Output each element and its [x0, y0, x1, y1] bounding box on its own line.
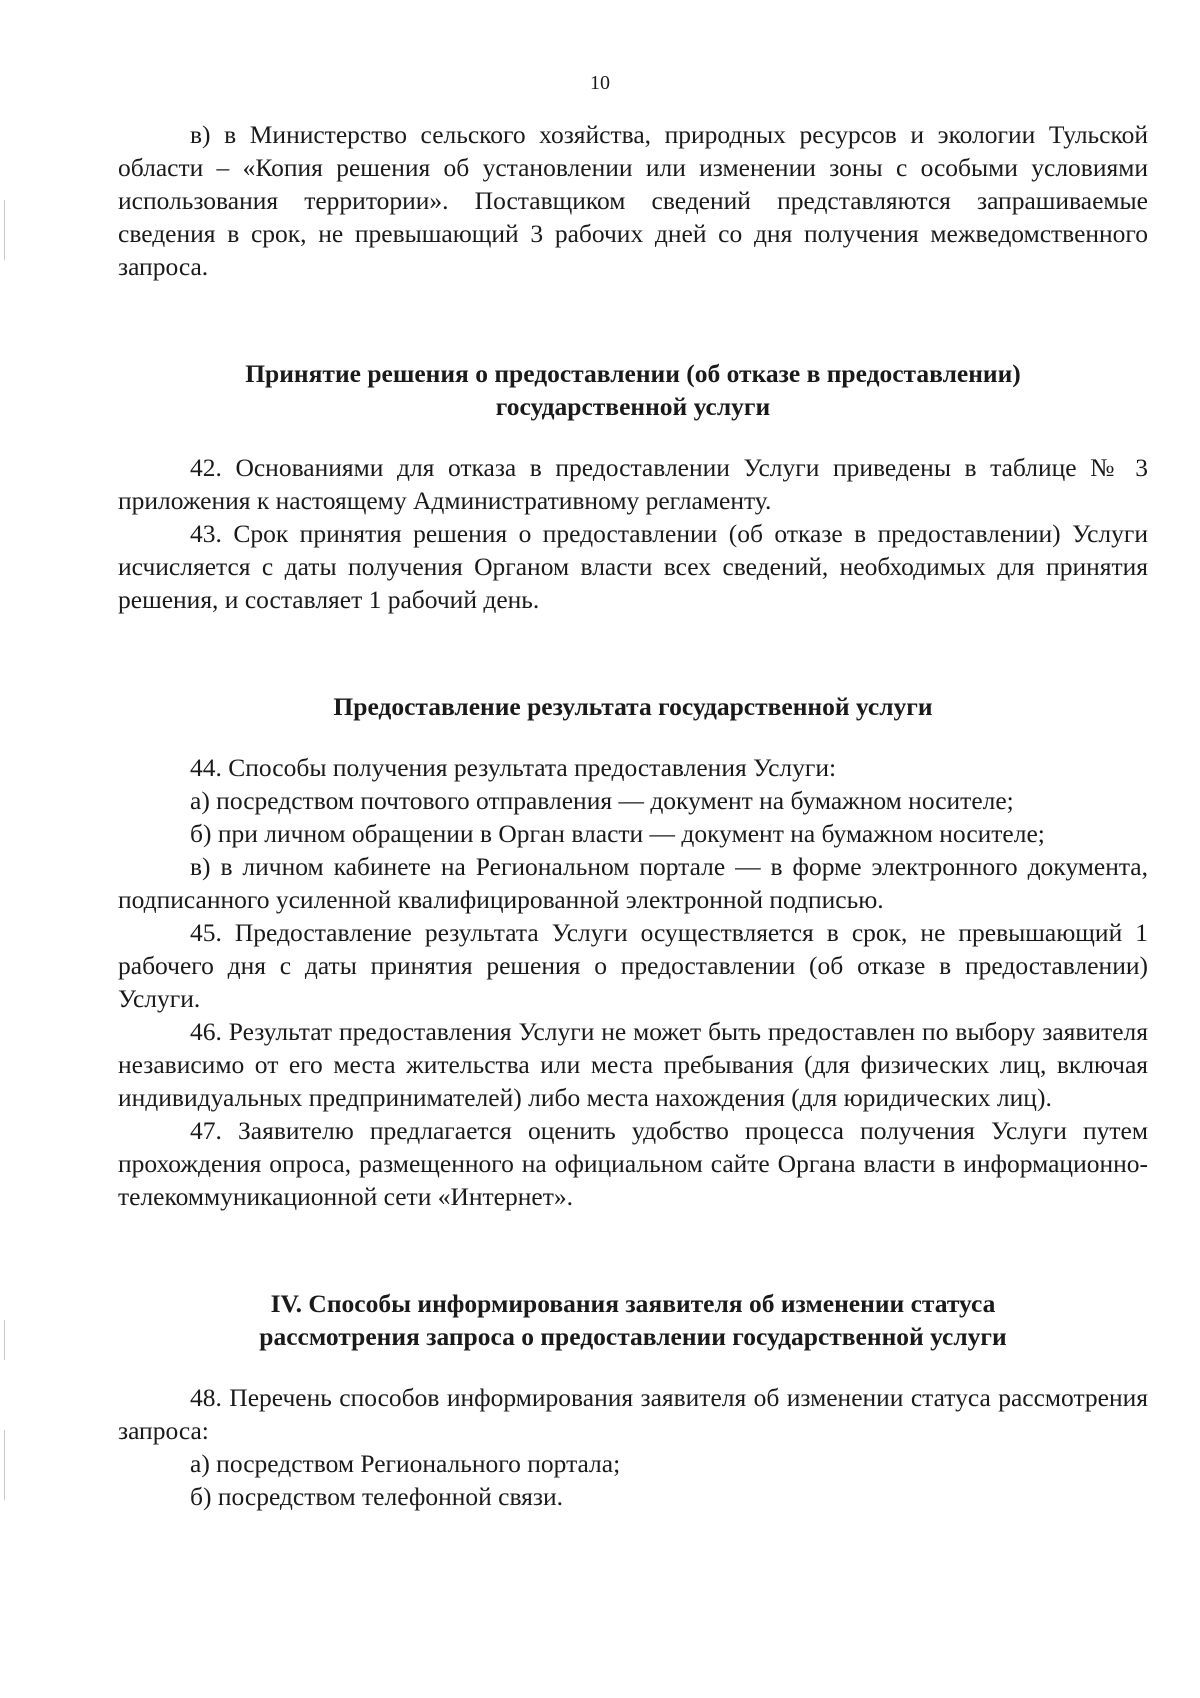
paragraph-v: в) в Министерство сельского хозяйства, природных ресурсов и экологии Тульской области – «Копия решения об установлении или изменении зоны с особыми условиями использования территории». Поставщиком сведений представляются запрашиваемые сведения в срок, не превышающий 3 рабочих дней со дня получения межведомственного запроса. [118, 120, 1148, 281]
heading-line: рассмотрения запроса о предоставлении государственной услуги [259, 1322, 1007, 1351]
paragraph-47: 47. Заявителю предлагается оценить удобство процесса получения Услуги путем прохождения опроса, размещенного на официальном сайте Органа власти в информационно-телекоммуникационной сети «Интернет». [118, 1116, 1148, 1211]
paragraph-44-v: в) в личном кабинете на Региональном портале — в форме электронного документа, подписанного усиленной квалифицированной электронной подписью. [118, 852, 1148, 914]
paragraph-44: 44. Способы получения результата предоставления Услуги: [190, 753, 837, 782]
paragraph-46: 46. Результат предоставления Услуги не может быть предоставлен по выбору заявителя независимо от его места жительства или места пребывания (для физических лиц, включая индивидуальных предпринимателей) либо места нахождения (для юридических лиц). [118, 1017, 1148, 1112]
paragraph-45: 45. Предоставление результата Услуги осуществляется в срок, не превышающий 1 рабочего дня с даты принятия решения о предоставлении (об отказе в предоставлении) Услуги. [118, 918, 1148, 1013]
paragraph-44-b: б) при личном обращении в Орган власти — документ на бумажном носителе; [190, 819, 1045, 848]
document-body [118, 118, 1148, 1513]
scan-margin-mark [4, 1430, 5, 1500]
heading-line: государственной услуги [495, 392, 771, 421]
paragraph-48-a: а) посредством Регионального портала; [190, 1449, 621, 1478]
paragraph-42: 42. Основаниями для отказа в предоставлении Услуги приведены в таблице № 3 приложения к настоящему Административному регламенту. [118, 453, 1148, 515]
paragraph-44-a: а) посредством почтового отправления — документ на бумажном носителе; [190, 786, 1014, 815]
scan-margin-mark [4, 1320, 5, 1360]
heading-line: IV. Способы информирования заявителя об изменении статуса [270, 1289, 996, 1318]
page-number: 10 [590, 72, 610, 94]
section-heading-informing [118, 1287, 1148, 1353]
heading-line: Принятие решения о предоставлении (об отказе в предоставлении) [245, 359, 1021, 388]
section-heading-result: Предоставление результата государственной услуги [333, 692, 933, 721]
paragraph-43: 43. Срок принятия решения о предоставлении (об отказе в предоставлении) Услуги исчисляется с даты получения Органом власти всех сведений, необходимых для принятия решения, и составляет 1 рабочий день. [118, 519, 1148, 614]
scan-margin-mark [4, 200, 5, 260]
paragraph-48-b: б) посредством телефонной связи. [190, 1482, 563, 1511]
section-heading-decision [118, 357, 1148, 423]
paragraph-48: 48. Перечень способов информирования заявителя об изменении статуса рассмотрения запроса: [118, 1383, 1148, 1445]
